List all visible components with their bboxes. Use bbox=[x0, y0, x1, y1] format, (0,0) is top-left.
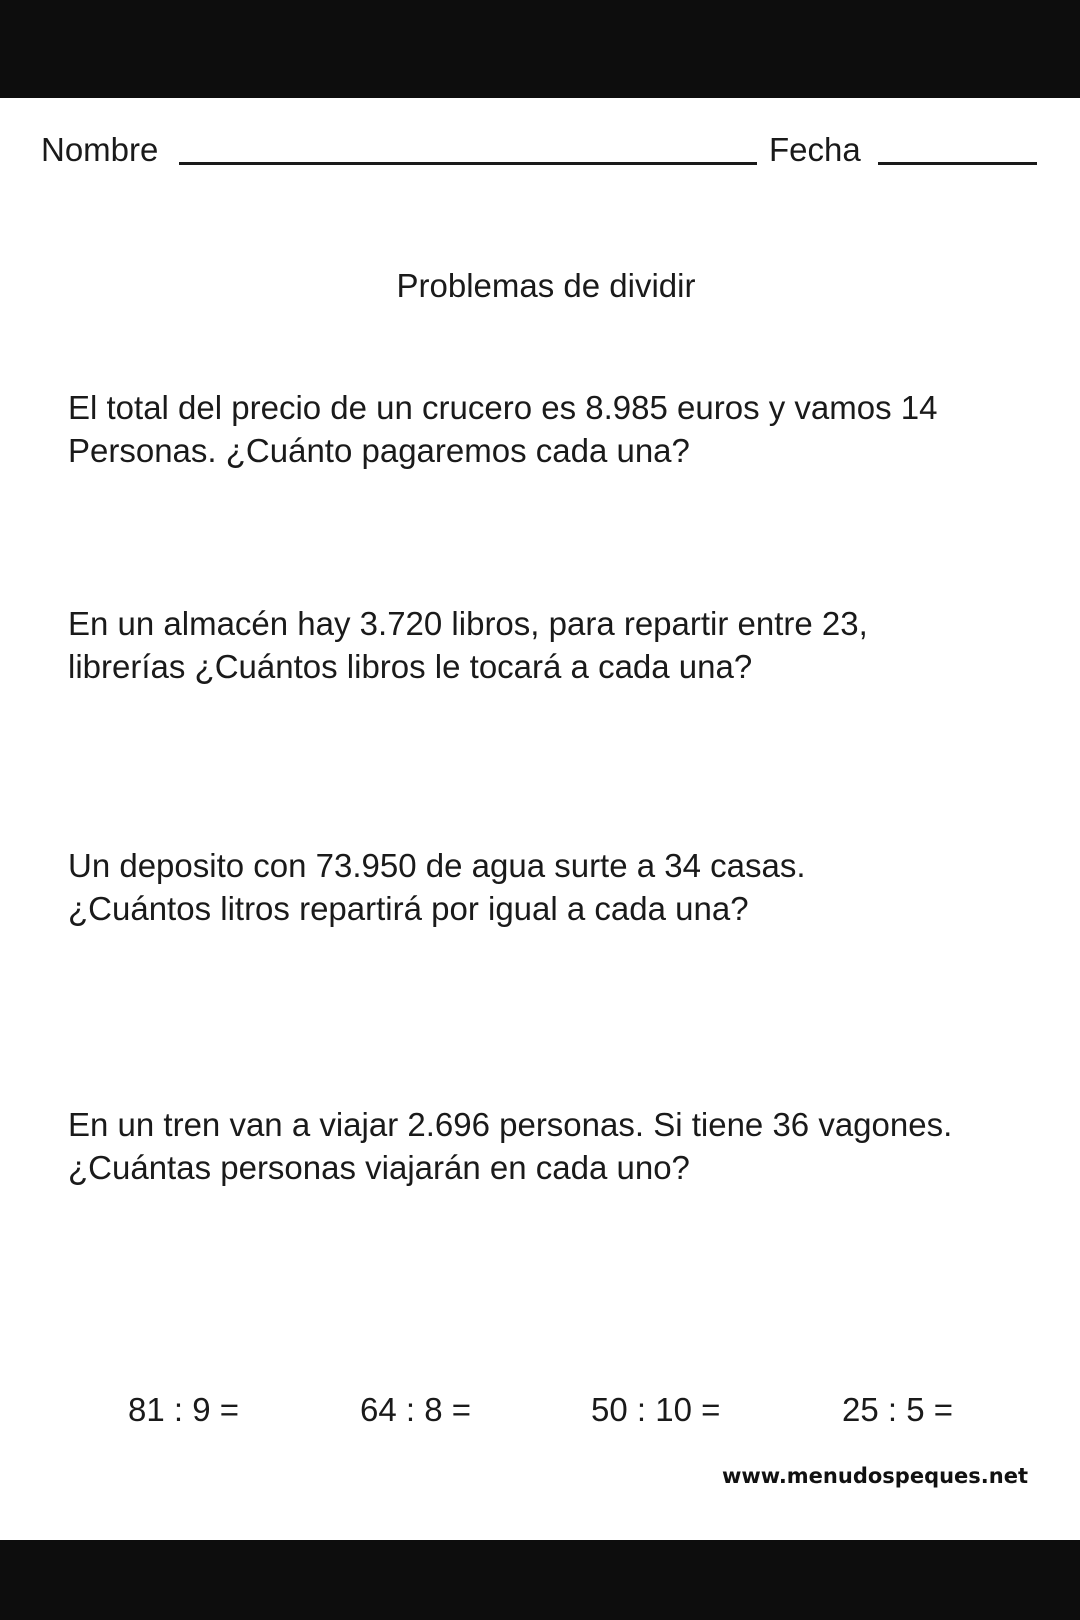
problem-4 bbox=[68, 1103, 1068, 1189]
name-blank-line bbox=[179, 162, 757, 165]
problem-1 bbox=[68, 386, 1068, 472]
top-black-bar bbox=[0, 0, 1080, 98]
problem-1-line-1: El total del precio de un crucero es 8.985 euros y vamos 14 bbox=[68, 389, 938, 426]
operation-3: 50 : 10 = bbox=[591, 1391, 721, 1428]
worksheet-page bbox=[0, 98, 1080, 1540]
problem-2-line-1: En un almacén hay 3.720 libros, para repartir entre 23, bbox=[68, 605, 868, 642]
bottom-black-bar bbox=[0, 1540, 1080, 1620]
name-label: Nombre bbox=[41, 131, 159, 168]
date-blank-line bbox=[878, 162, 1037, 165]
problem-1-line-2: Personas. ¿Cuánto pagaremos cada una? bbox=[68, 432, 690, 469]
problem-3-line-1: Un deposito con 73.950 de agua surte a 34 casas. bbox=[68, 847, 806, 884]
operation-2: 64 : 8 = bbox=[360, 1391, 472, 1428]
problem-3-line-2: ¿Cuántos litros repartirá por igual a cada una? bbox=[68, 890, 749, 927]
problem-2-line-2: librerías ¿Cuántos libros le tocará a cada una? bbox=[68, 648, 753, 685]
problem-2 bbox=[68, 602, 1068, 688]
problem-4-line-1: En un tren van a viajar 2.696 personas. Si tiene 36 vagones. bbox=[68, 1106, 953, 1143]
operation-1: 81 : 9 = bbox=[128, 1391, 240, 1428]
worksheet-title: Problemas de dividir bbox=[396, 267, 696, 304]
date-label: Fecha bbox=[769, 131, 861, 168]
problem-4-line-2: ¿Cuántas personas viajarán en cada uno? bbox=[68, 1149, 690, 1186]
problem-3 bbox=[68, 844, 1068, 930]
footer-url: www.menudospeques.net bbox=[721, 1464, 1028, 1488]
operation-4: 25 : 5 = bbox=[842, 1391, 954, 1428]
